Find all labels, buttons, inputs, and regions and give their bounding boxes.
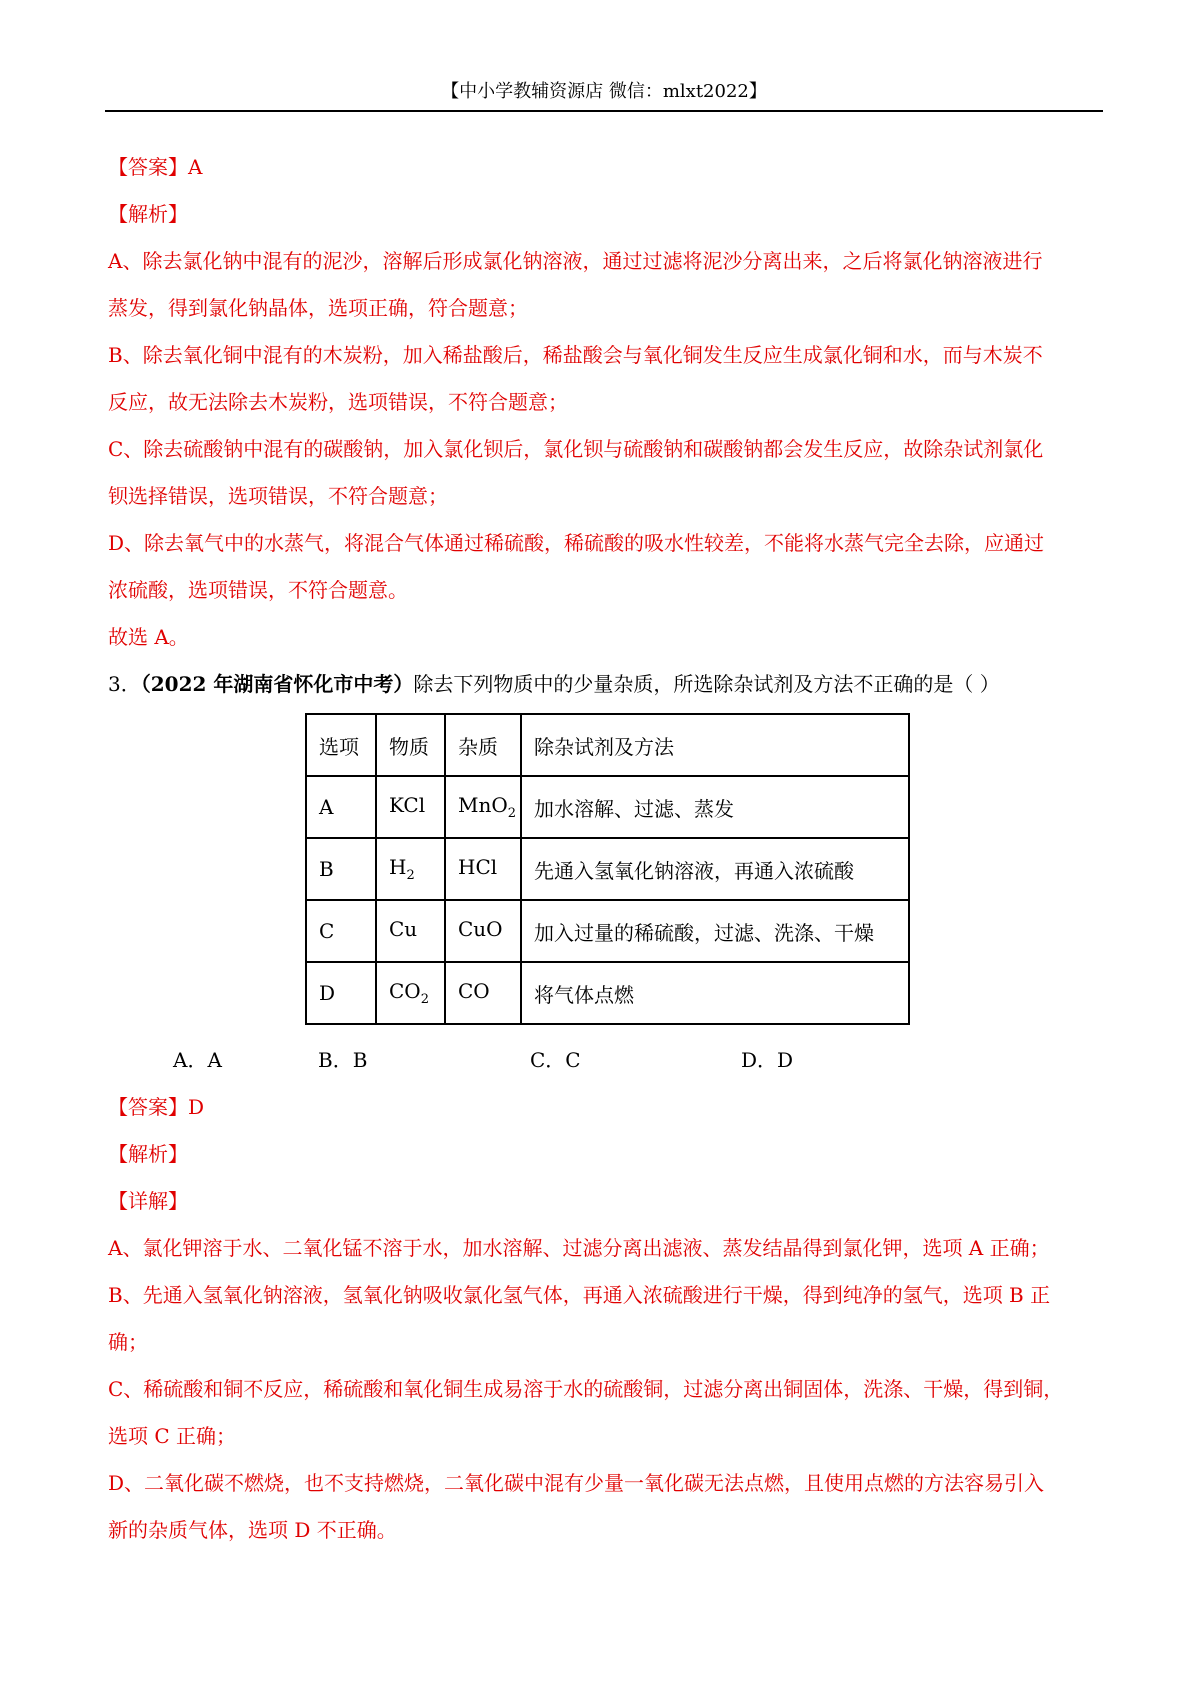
choice-b[interactable]: B．B <box>318 1048 368 1072</box>
answer-choices <box>173 1040 1073 1080</box>
detail-line: 确； <box>108 1330 148 1354</box>
table-header-cell: 选项 <box>306 714 376 776</box>
analysis-line: D、除去氧气中的水蒸气，将混合气体通过稀硫酸，稀硫酸的吸水性较差，不能将水蒸气完全去除，应通过 <box>108 531 1045 555</box>
table-row <box>306 962 909 1024</box>
detail-line: A、氯化钾溶于水、二氧化锰不溶于水，加水溶解、过滤分离出滤液、蒸发结晶得到氯化钾，选项 A 正确； <box>108 1236 1050 1260</box>
detail-line: 选项 C 正确； <box>108 1424 237 1448</box>
analysis-line: 钡选择错误，选项错误，不符合题意； <box>108 484 448 508</box>
substance-cell: Cu <box>376 900 445 962</box>
options-table <box>305 713 910 1025</box>
question-number: 3． <box>108 672 141 696</box>
conclusion-line: 故选 A。 <box>108 625 189 649</box>
header-divider <box>105 110 1103 112</box>
question-text: 除去下列物质中的少量杂质，所选除杂试剂及方法不正确的是（ ） <box>413 672 1000 696</box>
analysis-label: 【解析】 <box>108 202 188 226</box>
answer-value: A <box>188 155 203 179</box>
substance-cell: $CO_2$ <box>376 962 445 1024</box>
table-header-row <box>306 714 909 776</box>
option-cell: A <box>306 776 376 838</box>
option-cell: B <box>306 838 376 900</box>
method-cell: 将气体点燃 <box>521 962 909 1024</box>
solution-part-2 <box>108 1084 1103 1554</box>
page-header: 【中小学教辅资源店 微信：mlxt2022】 <box>441 81 767 102</box>
analysis-line: C、除去硫酸钠中混有的碳酸钠，加入氯化钡后，氯化钡与硫酸钠和碳酸钠都会发生反应，故除杂试剂氯化 <box>108 437 1044 461</box>
answer-label: 【答案】 <box>108 155 188 179</box>
substance-cell: KCl <box>376 776 445 838</box>
analysis-line: 浓硫酸，选项错误，不符合题意。 <box>108 578 408 602</box>
detail-line: 新的杂质气体，选项 D 不正确。 <box>108 1518 397 1542</box>
table-header-cell: 物质 <box>376 714 445 776</box>
table-header-cell: 杂质 <box>445 714 521 776</box>
detail-label: 【详解】 <box>108 1189 188 1213</box>
answer-line <box>108 1084 1103 1131</box>
detail-line: D、二氧化碳不燃烧，也不支持燃烧，二氧化碳中混有少量一氧化碳无法点燃，且使用点燃的方法容易引入 <box>108 1471 1045 1495</box>
analysis-line: A、除去氯化钠中混有的泥沙，溶解后形成氯化钠溶液，通过过滤将泥沙分离出来，之后将氯化钠溶液进行 <box>108 249 1043 273</box>
table-row <box>306 900 909 962</box>
detail-line: B、先通入氢氧化钠溶液，氢氧化钠吸收氯化氢气体，再通入浓硫酸进行干燥，得到纯净的氢气，选项 B 正 <box>108 1283 1051 1307</box>
impurity-cell: HCl <box>445 838 521 900</box>
question-source: （2022 年湖南省怀化市中考） <box>140 672 414 696</box>
answer-label: 【答案】 <box>108 1095 188 1119</box>
substance-cell: $H_2$ <box>376 838 445 900</box>
impurity-cell: CO <box>445 962 521 1024</box>
method-cell: 加入过量的稀硫酸，过滤、洗涤、干燥 <box>521 900 909 962</box>
analysis-line: B、除去氧化铜中混有的木炭粉，加入稀盐酸后，稀盐酸会与氧化铜发生反应生成氯化铜和水，而与木炭不 <box>108 343 1043 367</box>
method-cell: 加水溶解、过滤、蒸发 <box>521 776 909 838</box>
impurity-cell: CuO <box>445 900 521 962</box>
detail-line: C、稀硫酸和铜不反应，稀硫酸和氧化铜生成易溶于水的硫酸铜，过滤分离出铜固体，洗涤、干燥，得到铜， <box>108 1377 1064 1401</box>
impurity-cell: MnO$_2$ <box>445 776 521 838</box>
choice-c[interactable]: C．C <box>530 1048 581 1072</box>
choice-a[interactable]: A．A <box>173 1048 222 1072</box>
analysis-label: 【解析】 <box>108 1142 188 1166</box>
solution-part-1 <box>108 144 1103 708</box>
analysis-line: 反应，故无法除去木炭粉，选项错误，不符合题意； <box>108 390 568 414</box>
table-row <box>306 776 909 838</box>
choice-d[interactable]: D．D <box>741 1048 794 1072</box>
answer-line <box>108 144 1103 191</box>
option-cell: D <box>306 962 376 1024</box>
option-cell: C <box>306 900 376 962</box>
question-stem <box>108 661 1103 708</box>
method-cell: 先通入氢氧化钠溶液，再通入浓硫酸 <box>521 838 909 900</box>
table-row <box>306 838 909 900</box>
analysis-line: 蒸发，得到氯化钠晶体，选项正确，符合题意； <box>108 296 528 320</box>
table-header-cell: 除杂试剂及方法 <box>521 714 909 776</box>
answer-value: D <box>188 1095 205 1119</box>
